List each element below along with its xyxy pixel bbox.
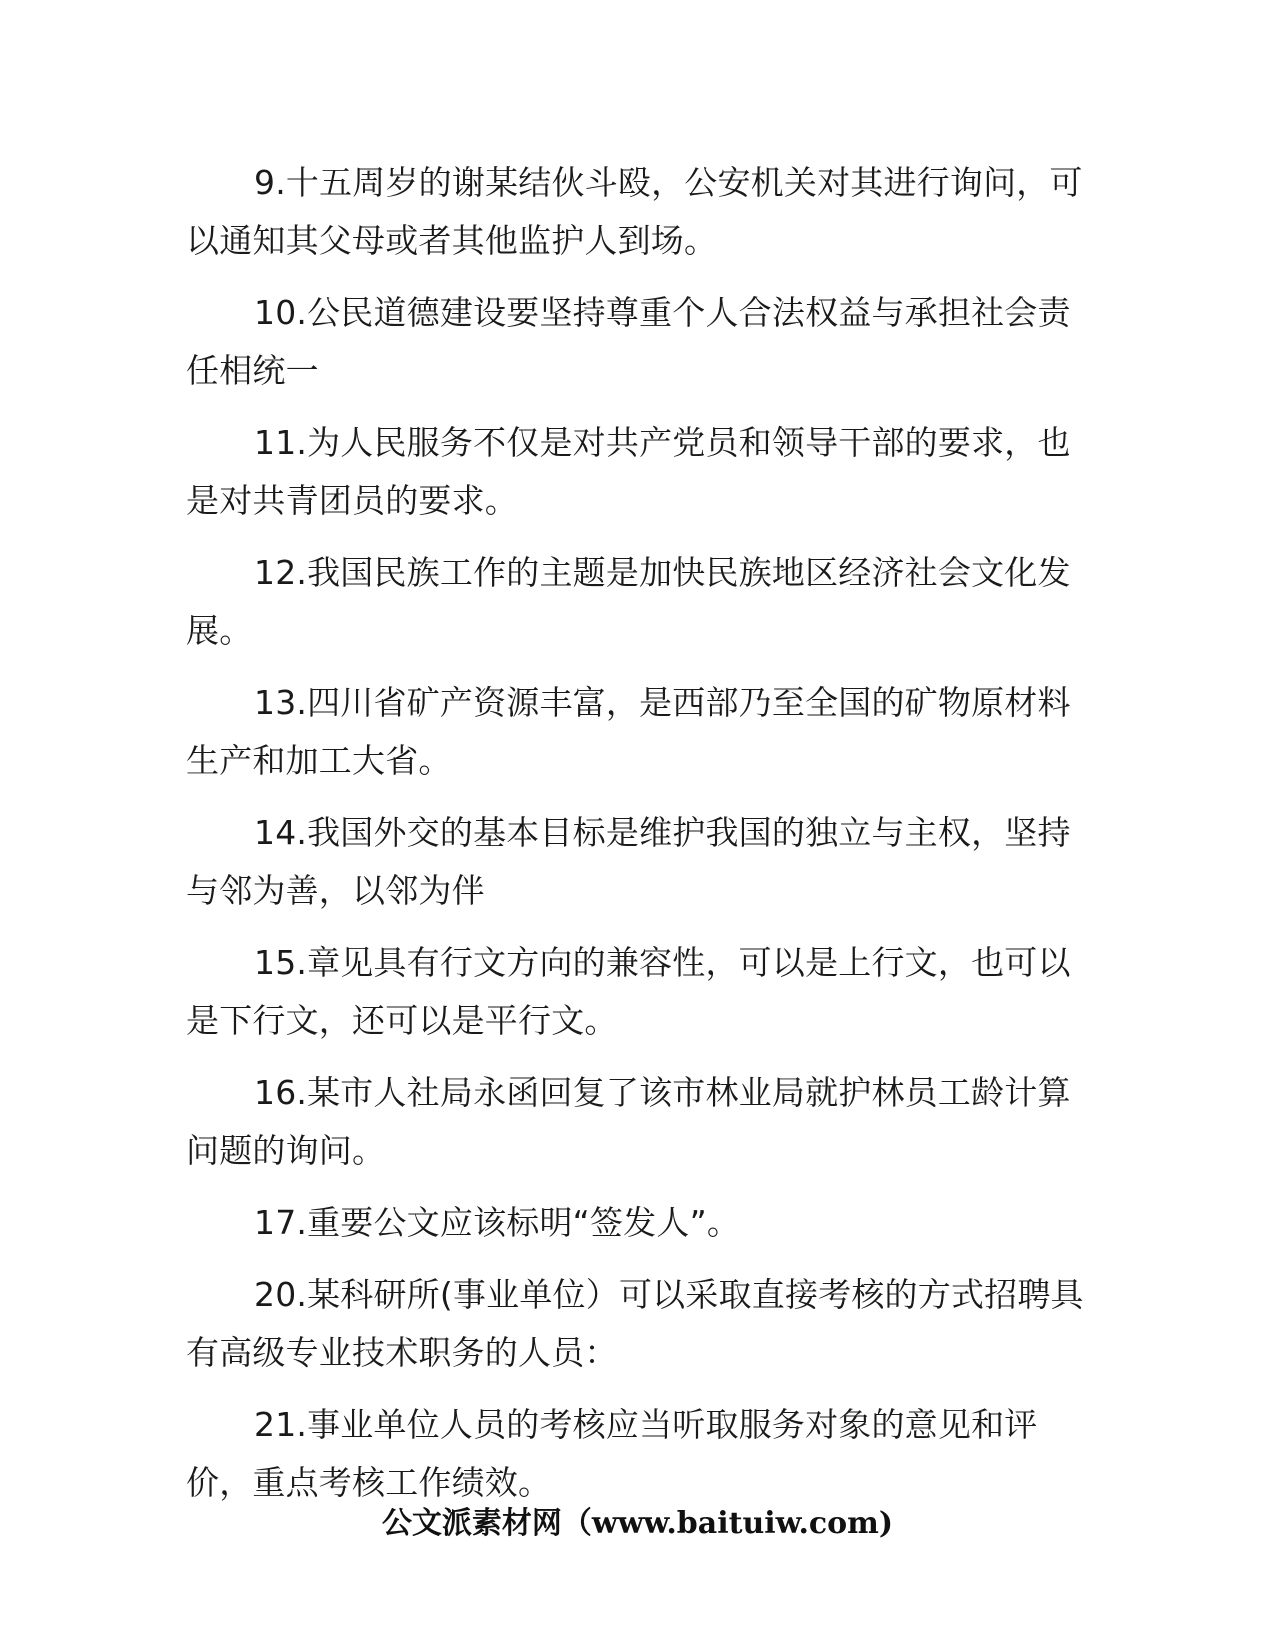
- paragraph-11: 11.为人民服务不仅是对共产党员和领导干部的要求，也是对共青团员的要求。: [186, 423, 1071, 520]
- paragraph-14: 14.我国外交的基本目标是维护我国的独立与主权，坚持与邻为善，以邻为伴: [186, 813, 1071, 910]
- paragraph-15: 15.章见具有行文方向的兼容性，可以是上行文，也可以是下行文，还可以是平行文。: [186, 943, 1071, 1040]
- paragraph-10: 10.公民道德建设要坚持尊重个人合法权益与承担社会责任相统一: [186, 293, 1071, 390]
- document-body: [186, 154, 1086, 1526]
- paragraph-17: 17.重要公文应该标明“签发人”。: [254, 1203, 741, 1242]
- paragraph-13: 13.四川省矿产资源丰富，是西部乃至全国的矿物原材料生产和加工大省。: [186, 683, 1071, 780]
- paragraph-20: 20.某科研所(事业单位）可以采取直接考核的方式招聘具有高级专业技术职务的人员：: [186, 1275, 1084, 1372]
- paragraph-21: 21.事业单位人员的考核应当听取服务对象的意见和评价，重点考核工作绩效。: [186, 1405, 1038, 1502]
- paragraph-9: 9.十五周岁的谢某结伙斗殴，公安机关对其进行询问，可以通知其父母或者其他监护人到场。: [186, 163, 1083, 260]
- paragraph-16: 16.某市人社局永函回复了该市林业局就护林员工龄计算问题的询问。: [186, 1073, 1071, 1170]
- footer-watermark: 公文派素材网（www.baituiw.com): [381, 1506, 894, 1541]
- paragraph-12: 12.我国民族工作的主题是加快民族地区经济社会文化发展。: [186, 553, 1071, 650]
